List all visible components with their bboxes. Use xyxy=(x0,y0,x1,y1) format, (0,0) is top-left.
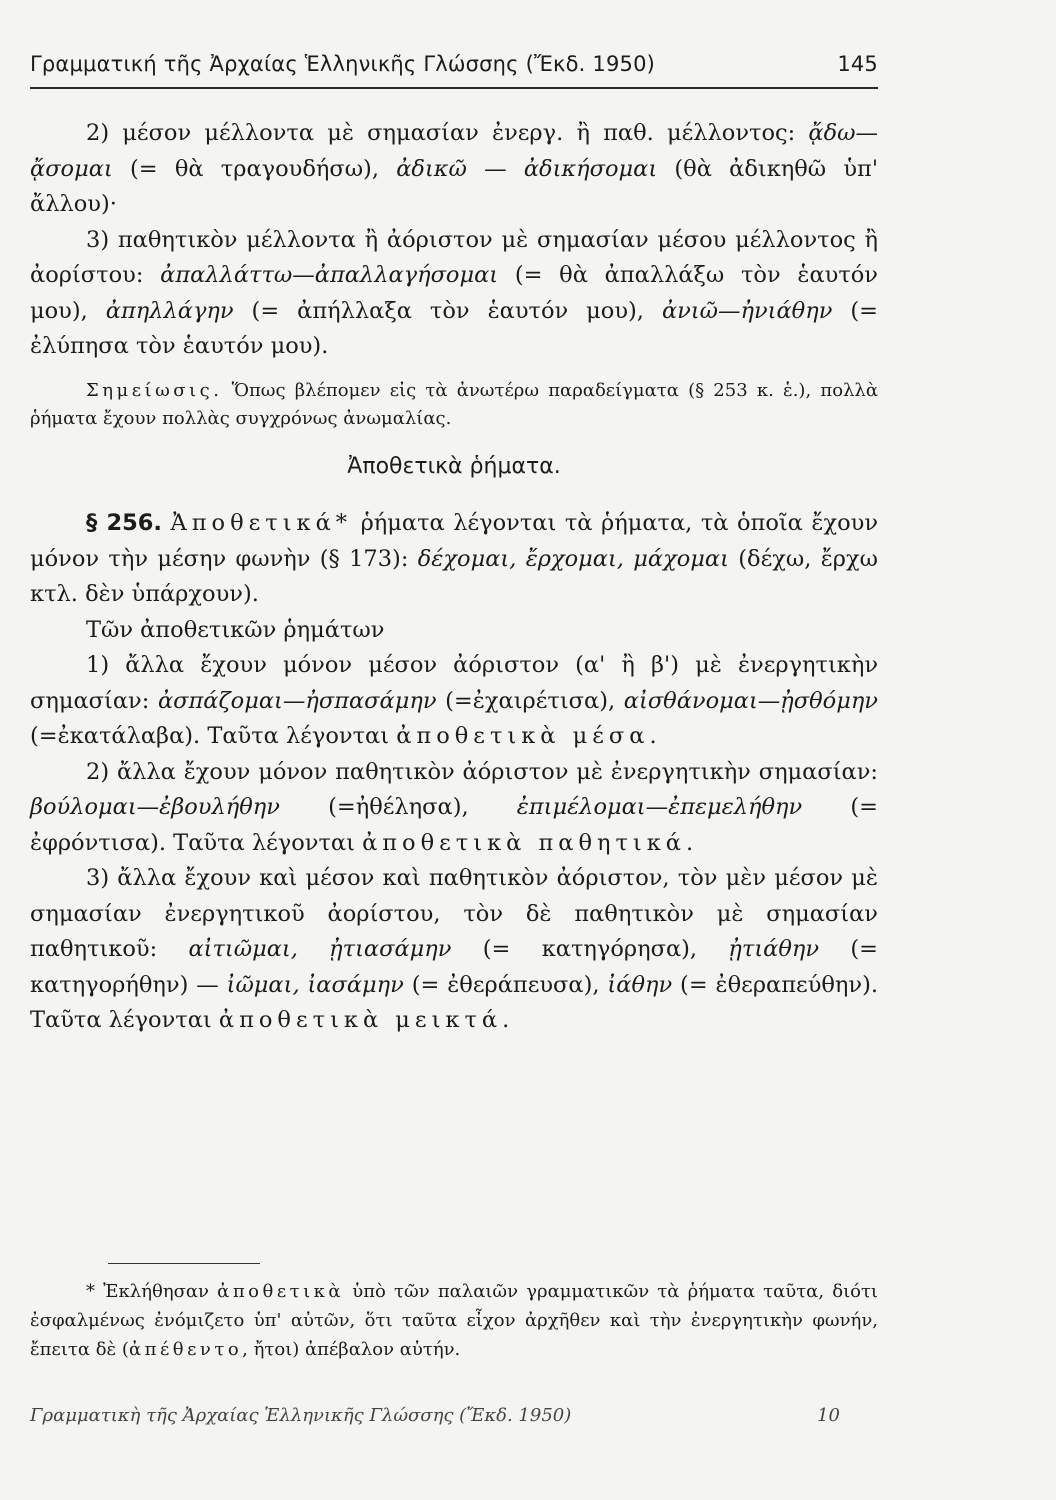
header-title: Γραμματική τῆς Ἀρχαίας Ἑλληνικῆς Γλώσσης (Ἔκδ. 1950) xyxy=(30,52,656,76)
paragraph-item-2: 2) μέσον μέλλοντα μὲ σημασίαν ἐνεργ. ἢ παθ. μέλλοντος: ᾄδω—ᾄσομαι (= θὰ τραγουδήσω), ἀδικῶ — ἀδικήσομαι (θὰ ἀδικηθῶ ὑπ' ἄλλου)· xyxy=(30,120,879,217)
note-paragraph: Σημείωσις. Ὅπως βλέπομεν εἰς τὰ ἀνωτέρω παραδείγματα (§ 253 κ. ἑ.), πολλὰ ῥήματα ἔχουν πολλὰς συγχρόνως ἀνωμαλίας. xyxy=(30,379,878,429)
printer-signature xyxy=(30,1405,840,1426)
signature-title: Γραμματικὴ τῆς Ἀρχαίας Ἑλληνικῆς Γλώσσης (Ἔκδ. 1950) xyxy=(30,1405,572,1426)
page-number: 145 xyxy=(837,52,878,76)
section-256-paragraph: § 256. Ἀποθετικά* ῥήματα λέγονται τὰ ῥήματα, τὰ ὁποῖα ἔχουν μόνον τὴν μέσην φωνὴν (§ 173): δέχομαι, ἔρχομαι, μάχομαι (δέχω, ἔρχω κτλ. δὲν ὑπάρχουν). xyxy=(30,510,879,607)
header-rule xyxy=(30,87,878,89)
note-label: Σημείωσις. xyxy=(86,379,223,401)
main-text xyxy=(30,116,878,1039)
signature-sheet: 10 xyxy=(817,1405,840,1426)
section-title: Ἀποθετικὰ ῥήματα. xyxy=(347,453,561,479)
section-number: § 256. xyxy=(86,510,162,536)
running-header xyxy=(30,52,878,76)
list-item-1: 1) ἄλλα ἔχουν μόνον μέσον ἀόριστον (α' ἢ β') μὲ ἐνεργητικὴν σημασίαν: ἀσπάζομαι—ἠσπασάμην (=ἐχαιρέτισα), αἰσθάνομαι—ᾐσθόμην (=ἐκατάλαβα). Ταῦτα λέγονται ἀποθετικὰ μέσα. xyxy=(30,652,878,749)
footnote xyxy=(30,1277,878,1364)
paragraph-item-3: 3) παθητικὸν μέλλοντα ἢ ἀόριστον μὲ σημασίαν μέσου μέλλοντος ἢ ἀορίστου: ἀπαλλάττω—ἀπαλλαγήσομαι (= θὰ ἀπαλλάξω τὸν ἑαυτόν μου), ἀπηλλάγην (= ἀπήλλαξα τὸν ἑαυτόν μου), ἀνιῶ—ἠνιάθην (= ἐλύπησα τὸν ἑαυτόν μου). xyxy=(30,226,878,359)
list-intro: Τῶν ἀποθετικῶν ῥημάτων xyxy=(86,616,385,643)
defined-term: Ἀποθετικά* xyxy=(170,510,353,536)
list-item-3: 3) ἄλλα ἔχουν καὶ μέσον καὶ παθητικὸν ἀόριστον, τὸν μὲν μέσον μὲ σημασίαν ἐνεργητικοῦ ἀορίστου, τὸν δὲ παθητικὸν μὲ σημασίαν παθητικοῦ: αἰτιῶμαι, ᾐτιασάμην (= κατηγόρησα), ᾐτιάθην (= κατηγορήθην) — ἰῶμαι, ἰασάμην (= ἐθεράπευσα), ἰάθην (= ἐθεραπεύθην). Ταῦτα λέγονται ἀποθετικὰ μεικτά. xyxy=(30,865,879,1033)
footnote-rule xyxy=(108,1263,260,1264)
footnote-text: * Ἐκλήθησαν ἀποθετικὰ ὑπὸ τῶν παλαιῶν γραμματικῶν τὰ ῥήματα ταῦτα, διότι ἐσφαλμένως ἐνόμιζετο ὑπ' αὐτῶν, ὅτι ταῦτα εἶχον ἀρχῆθεν καὶ τὴν ἐνεργητικὴν φωνήν, ἔπειτα δὲ (ἀπέθεντο, ἤτοι) ἀπέβαλον αὐτήν. xyxy=(30,1281,878,1360)
list-item-2: 2) ἄλλα ἔχουν μόνον παθητικὸν ἀόριστον μὲ ἐνεργητικὴν σημασίαν: βούλομαι—ἐβουλήθην (=ἠθέλησα), ἐπιμέλομαι—ἐπεμελήθην (= ἐφρόντισα). Ταῦτα λέγονται ἀποθετικὰ παθητικά. xyxy=(30,758,878,856)
